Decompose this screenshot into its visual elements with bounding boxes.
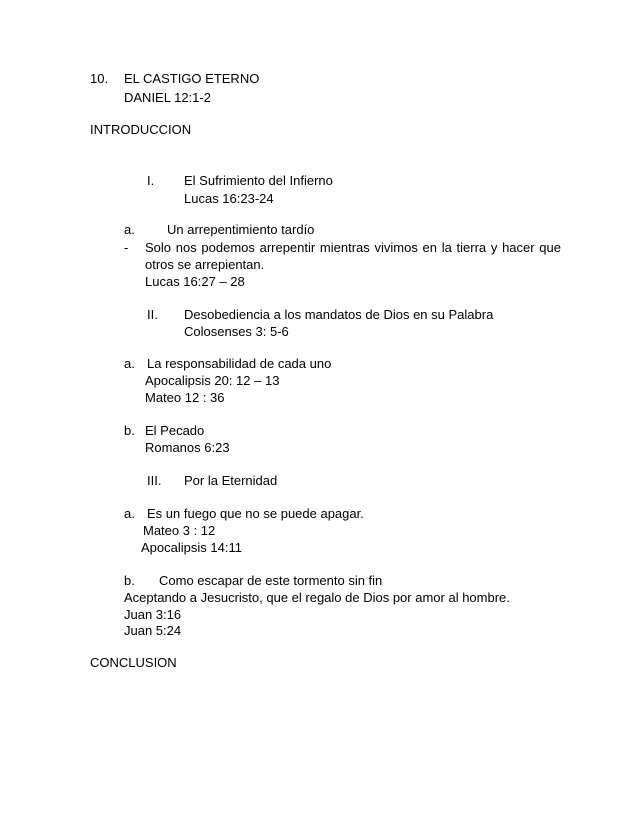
section-2-numeral: II.: [147, 307, 158, 322]
section-3-point-b-line-2: Juan 3:16: [124, 607, 182, 622]
section-3-point-b-line-1: Aceptando a Jesucristo, que el regalo de Dios por amor al hombre.: [124, 590, 510, 605]
section-2-reference: Colosenses 3: 5-6: [184, 324, 289, 339]
section-3-point-b-line-3: Juan 5:24: [124, 623, 182, 638]
sermon-number: 10.: [90, 71, 109, 86]
section-2-title: Desobediencia a los mandatos de Dios en su Palabra: [184, 307, 494, 322]
section-3-point-a-ref-2: Apocalipsis 14:11: [141, 540, 242, 555]
section-2-point-b-ref-1: Romanos 6:23: [145, 440, 230, 455]
section-2-point-a-text: La responsabilidad de cada uno: [147, 356, 332, 371]
section-2-point-a-ref-2: Mateo 12 : 36: [145, 390, 225, 405]
section-1-point-a-text: Un arrepentimiento tardío: [167, 222, 315, 237]
section-3-point-a-ref-1: Mateo 3 : 12: [143, 523, 216, 538]
section-3-numeral: III.: [147, 473, 162, 488]
sermon-reference: DANIEL 12:1-2: [124, 90, 211, 105]
section-2-point-a-marker: a.: [124, 356, 135, 371]
section-3-point-a-text: Es un fuego que no se puede apagar.: [147, 506, 364, 521]
section-2-point-b-text: El Pecado: [145, 423, 205, 438]
conclusion-label: CONCLUSION: [90, 655, 177, 670]
sermon-title: EL CASTIGO ETERNO: [124, 71, 260, 86]
section-2-point-a-ref-1: Apocalipsis 20: 12 – 13: [145, 373, 280, 388]
section-3-point-b-text: Como escapar de este tormento sin fin: [159, 573, 383, 588]
section-3-title: Por la Eternidad: [184, 473, 278, 488]
section-3-point-b-marker: b.: [124, 573, 135, 588]
section-1-title: El Sufrimiento del Infierno: [184, 173, 333, 188]
section-3-point-a-marker: a.: [124, 506, 135, 521]
section-1-bullet-reference: Lucas 16:27 – 28: [145, 274, 245, 289]
section-1-bullet-line-2: otros se arrepientan.: [145, 257, 265, 272]
section-2-point-b-marker: b.: [124, 423, 135, 438]
section-1-reference: Lucas 16:23-24: [184, 191, 274, 206]
section-1-point-a-marker: a.: [124, 222, 135, 237]
introduction-label: INTRODUCCION: [90, 122, 192, 137]
section-1-numeral: I.: [147, 173, 155, 188]
section-1-bullet-line-1: Solo nos podemos arrepentir mientras vivimos en la tierra y hacer que: [145, 240, 561, 255]
section-1-bullet-marker: -: [124, 240, 129, 255]
